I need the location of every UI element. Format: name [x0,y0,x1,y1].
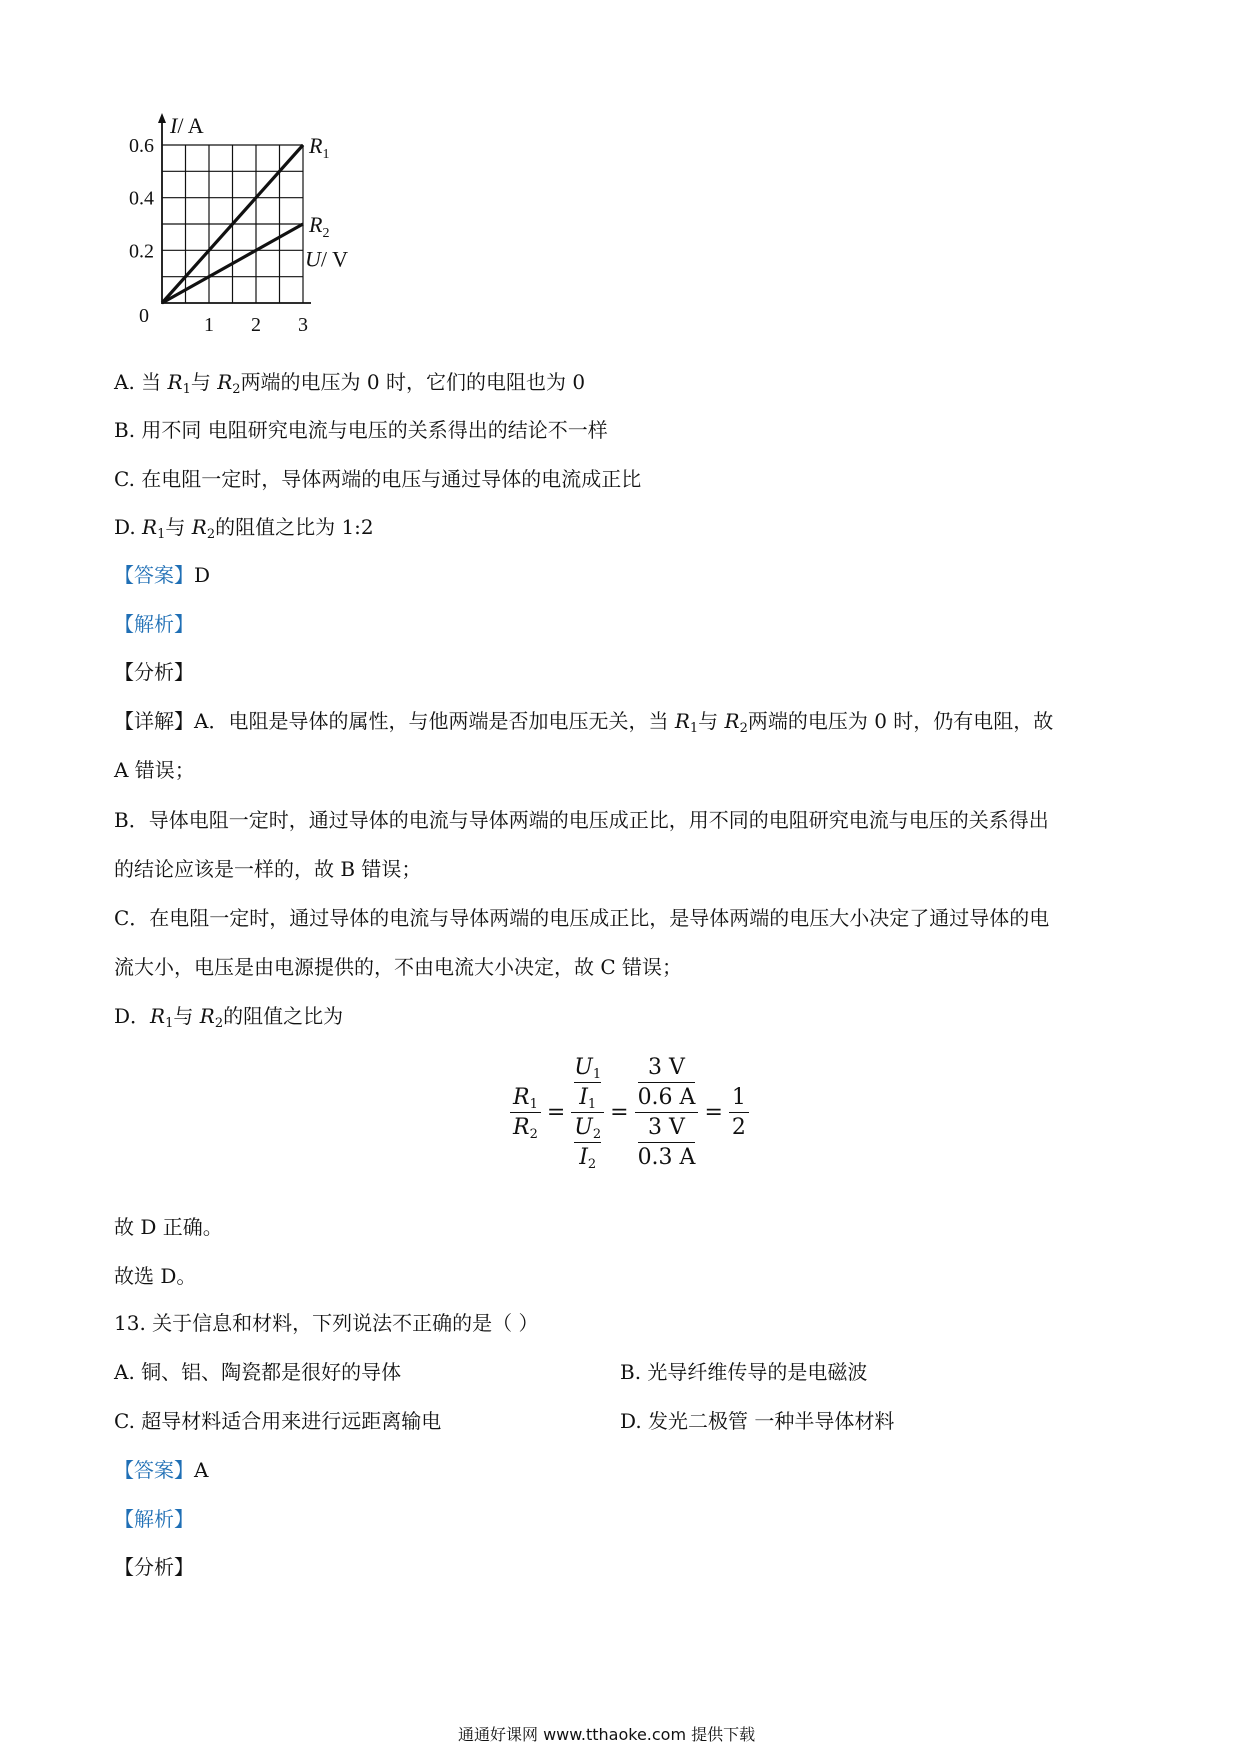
r1-subscript: 1 [157,527,166,542]
detail-d-text2: 与 [173,1004,200,1028]
y-axis-label: I/ A [170,113,204,138]
r1-subscript: 1 [182,382,191,397]
x-tick-label: 1 [204,314,214,336]
r1-subscript: 1 [165,1016,174,1031]
resistance-ratio-formula [510,1055,749,1170]
answer-value: D [194,563,211,587]
q12-option-d [114,513,374,541]
r1-symbol: R [167,370,183,394]
r1-symbol: R [674,709,690,733]
q12-option-c: C. 在电阻一定时，导体两端的电压与通过导体的电流成正比 [114,467,642,491]
detail-a-text1: 【详解】A．电阻是导体的属性，与他两端是否加电压无关，当 [114,709,675,733]
ui-compound-fraction [571,1055,604,1170]
detail-b-line2: 的结论应该是一样的，故 B 错误； [114,857,422,881]
equals-sign: = [610,1100,629,1125]
i2-subscript: 2 [587,1157,597,1172]
y-tick-label: 0.4 [129,187,154,210]
denominator-06a: 0.6 A [637,1085,696,1110]
detail-d-line [114,1002,343,1030]
numeric-compound-fraction [635,1055,699,1170]
option-d-rest: 的阻值之比为 1:2 [215,515,374,539]
q13-option-d: D. 发光二极管 一种半导体材料 [620,1409,895,1433]
x-tick-label: 3 [298,314,308,336]
u1-over-i1 [571,1055,604,1110]
footer-source: 通通好课网 www.tthaoke.com 提供下载 [458,1725,756,1744]
detail-d-text1: D． [114,1004,151,1028]
numeric-lower [635,1115,699,1170]
r1-subscript: 1 [689,721,699,736]
detail-b-line1: B．导体电阻一定时，通过导体的电流与导体两端的电压成正比，用不同的电阻研究电流与电压的关系得出 [114,808,1049,832]
x-axis-label: U/ V [305,246,348,272]
u1-subscript: 1 [592,1067,602,1082]
detail-d-text3: 的阻值之比为 [223,1004,344,1028]
detail-a-text3: 两端的电压为 0 时，仍有电阻，故 [747,709,1054,733]
option-a-prefix: A. 当 [114,370,168,394]
detail-c-line1: C．在电阻一定时，通过导体的电流与导体两端的电压成正比，是导体两端的电压大小决定了通过导体的电 [114,906,1050,930]
u1-symbol: U [574,1055,593,1080]
q13-option-c: C. 超导材料适合用来进行远距离输电 [114,1409,442,1433]
result-numerator: 1 [731,1085,746,1110]
option-a-mid: 与 [190,370,218,394]
conclusion-choice: 故选 D。 [114,1264,197,1288]
r2-symbol: R [724,709,740,733]
graph-axes [158,113,311,304]
q12-analysis-tag: 【解析】 [114,612,194,636]
answer-tag: 【答案】 [114,563,194,587]
q12-option-a [114,368,585,396]
detail-a-text2: 与 [698,709,725,733]
y-tick-label: 0.6 [129,135,154,157]
result-denominator: 2 [731,1115,746,1140]
r1-symbol: R [150,1004,166,1028]
option-d-prefix: D. [114,515,143,539]
y-axis-arrow [158,113,166,123]
q12-option-b: B. 用不同 电阻研究电流与电压的关系得出的结论不一样 [114,418,608,442]
u2-over-i2 [571,1115,604,1170]
numerator-3v-2: 3 V [648,1115,685,1140]
series-label-r2: $R_2$ [309,212,330,241]
iu-graph [110,108,400,348]
q13-analysis-tag: 【解析】 [114,1507,194,1531]
detail-c-line2: 流大小，电压是由电源提供的，不由电流大小决定，故 C 错误； [114,955,683,979]
r1-symbol: R [142,515,158,539]
answer-tag: 【答案】 [114,1458,194,1482]
i2-symbol: I [579,1145,588,1170]
u2-symbol: U [574,1115,593,1140]
r2-symbol: R [513,1115,530,1140]
r2-subscript: 2 [206,527,216,542]
equals-sign: = [546,1100,566,1125]
q12-fenxi-tag: 【分析】 [114,660,194,684]
origin-label: 0 [139,305,149,327]
r2-symbol: R [191,515,207,539]
r2-subscript: 2 [529,1127,538,1142]
q13-stem: 13. 关于信息和材料，下列说法不正确的是（ ） [114,1311,539,1335]
equals-sign: = [704,1100,723,1125]
q13-option-a: A. 铜、铝、陶瓷都是很好的导体 [114,1360,402,1384]
r2-subscript: 2 [739,721,748,736]
u2-subscript: 2 [592,1127,602,1142]
conclusion-correct: 故 D 正确。 [114,1215,223,1239]
numeric-upper [635,1055,699,1110]
result-fraction [729,1085,749,1140]
r2-symbol: R [199,1004,215,1028]
r2-subscript: 2 [214,1016,224,1031]
numerator-3v: 3 V [648,1055,685,1080]
answer-value: A [194,1458,209,1482]
series-label-r1: $R_1$ [309,133,330,162]
i1-subscript: 1 [587,1097,597,1112]
detail-a-line1 [114,707,1053,735]
q13-fenxi-tag: 【分析】 [114,1555,194,1579]
option-d-mid: 与 [165,515,192,539]
y-tick-label: 0.2 [129,240,154,263]
x-tick-label: 2 [251,314,261,336]
q13-answer [114,1456,208,1484]
q13-option-b: B. 光导纤维传导的是电磁波 [620,1360,868,1384]
detail-a-line2: A 错误； [114,758,195,782]
r-ratio [510,1085,541,1140]
r1-symbol: R [513,1085,530,1110]
i1-symbol: I [579,1085,588,1110]
option-a-rest: 两端的电压为 0 时，它们的电阻也为 0 [240,370,586,394]
r2-subscript: 2 [232,382,241,397]
r2-symbol: R [217,370,233,394]
r1-subscript: 1 [529,1097,538,1112]
q12-answer [114,561,210,589]
denominator-03a: 0.3 A [637,1145,696,1170]
